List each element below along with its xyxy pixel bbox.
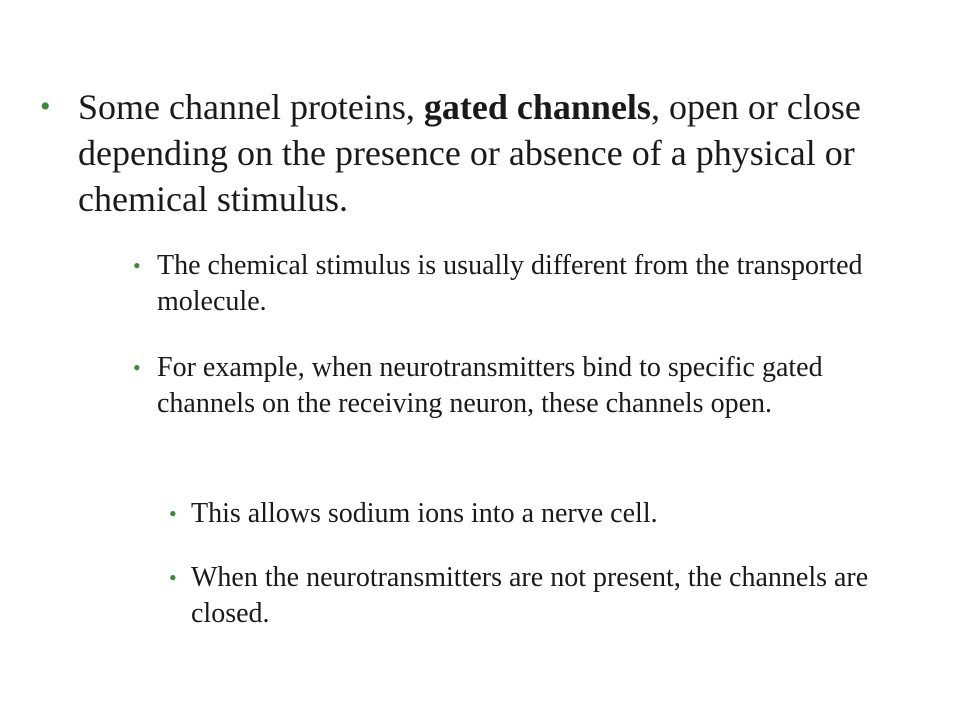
main-text-part1: Some channel proteins, <box>78 87 424 127</box>
sub-bullet-item <box>133 248 893 320</box>
sub-sub-bullet-item <box>169 560 889 632</box>
main-bullet-text <box>78 84 920 222</box>
sub-bullet-text: The chemical stimulus is usually different from the transported molecule. <box>157 250 863 317</box>
main-text-part2: , open or close depending on the presence or absence of a physical or chemical stimulus. <box>78 87 861 219</box>
main-bullet-item <box>40 84 920 222</box>
bullet-icon: • <box>133 253 141 278</box>
sub-sub-bullet-item <box>169 496 889 532</box>
bullet-icon: • <box>169 565 177 590</box>
bullet-icon: • <box>40 90 51 123</box>
sub-bullet-item <box>133 350 893 422</box>
sub-sub-bullet-text: This allows sodium ions into a nerve cell. <box>191 498 658 529</box>
bullet-icon: • <box>133 355 141 380</box>
sub-sub-bullet-text: When the neurotransmitters are not present, the channels are closed. <box>191 562 869 629</box>
gated-channels-emphasis: gated channels <box>423 87 651 127</box>
sub-bullet-text: For example, when neurotransmitters bind to specific gated channels on the receiving neuron, these channels open. <box>157 352 823 419</box>
bullet-icon: • <box>169 501 177 526</box>
